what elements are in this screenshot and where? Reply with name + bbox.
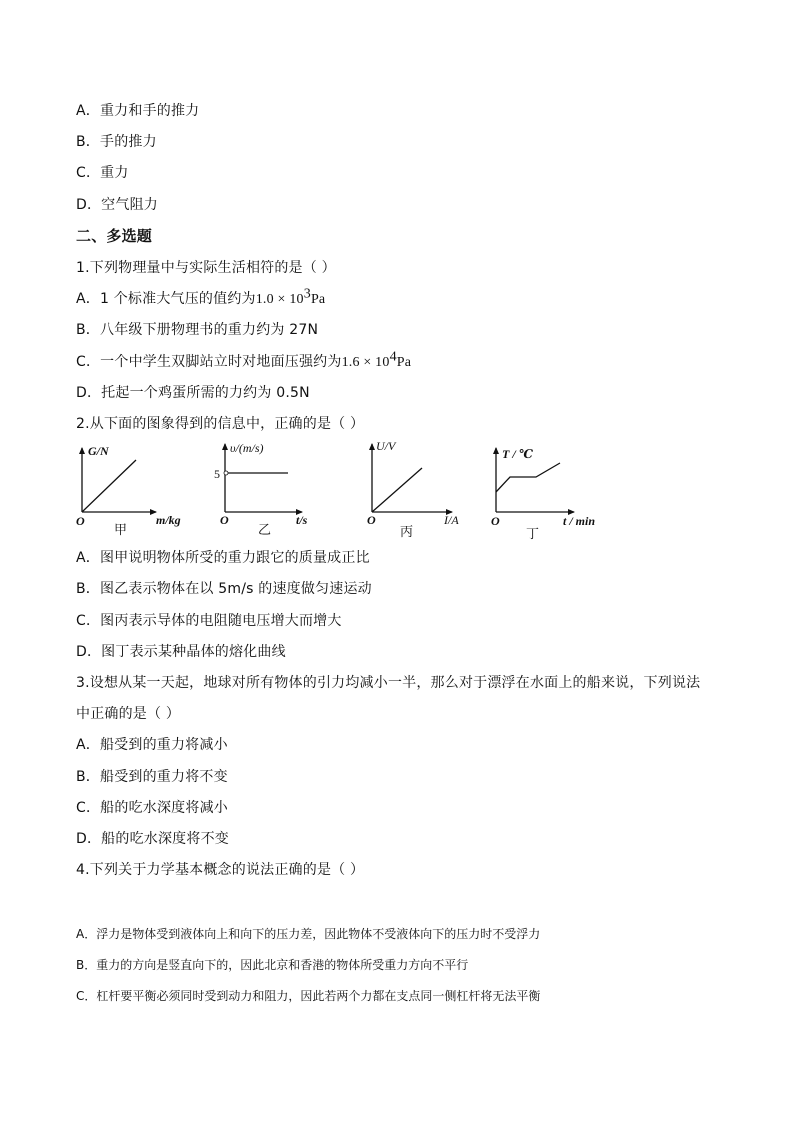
- graph-bing-x-label: I/A: [444, 513, 459, 527]
- q2-graphs: [70, 438, 630, 544]
- graph-yi-y-label: υ/(m/s): [230, 441, 264, 455]
- q2-stem: 2.从下面的图象得到的信息中，正确的是（ ）: [76, 416, 365, 432]
- q1-option-b: B．八年级下册物理书的重力约为 27N: [76, 322, 319, 338]
- q1-option-c: [76, 349, 412, 373]
- graph-ding-y-label: T / ℃: [502, 447, 534, 461]
- graph-yi-x-label: t/s: [296, 513, 308, 527]
- q1-a-prefix: A．1 个标准大气压的值约为: [76, 291, 256, 307]
- graph-ding-origin: O: [491, 514, 500, 528]
- q4-option-b: B．重力的方向是竖直向下的，因此北京和香港的物体所受重力方向不平行: [76, 958, 469, 972]
- q1-a-unit: Pa: [310, 292, 326, 307]
- graph-yi-origin: O: [220, 513, 229, 527]
- section-title: 二、多选题: [76, 227, 153, 245]
- graph-bing-origin: O: [367, 513, 376, 527]
- graph-jia-origin: O: [76, 514, 85, 528]
- graph-yi-tick-point: [224, 471, 228, 475]
- q2-option-b: B．图乙表示物体在以 5m/s 的速度做匀速运动: [76, 581, 372, 597]
- q1-stem: 1.下列物理量中与实际生活相符的是（ ）: [76, 260, 336, 276]
- q3-option-c: C．船的吃水深度将减小: [76, 800, 228, 816]
- q1-a-exponent: 3: [303, 286, 311, 302]
- graph-jia-x-label: m/kg: [156, 513, 181, 527]
- q1-a-formula: 1.0 × 10: [255, 292, 304, 307]
- q2-option-d: D．图丁表示某种晶体的熔化曲线: [76, 644, 286, 660]
- graph-jia-y-label: G/N: [88, 444, 109, 458]
- option-a-prev: A．重力和手的推力: [76, 103, 200, 119]
- graph-ding-x-label: t / min: [563, 514, 596, 528]
- graph-bing: [367, 439, 459, 540]
- q3-option-b: B．船受到的重力将不变: [76, 769, 228, 785]
- graph-ding: [491, 447, 595, 542]
- q3-stem-line2: 中正确的是（ ）: [76, 706, 181, 722]
- graph-ding-caption: 丁: [526, 527, 540, 542]
- q2-option-a: A．图甲说明物体所受的重力跟它的质量成正比: [76, 550, 370, 566]
- q4-option-a: A．浮力是物体受到液体向上和向下的压力差，因此物体不受液体向下的压力时不受浮力: [76, 927, 541, 941]
- q1-option-a: [76, 286, 326, 310]
- graph-bing-line: [372, 468, 422, 512]
- option-b-prev: B．手的推力: [76, 134, 157, 150]
- graph-yi-y-tick: 5: [214, 467, 220, 481]
- graph-bing-y-label: U/V: [376, 439, 396, 453]
- q3-stem-line1: 3.设想从某一天起，地球对所有物体的引力均减小一半，那么对于漂浮在水面上的船来说，下列说法: [76, 675, 701, 691]
- q1-option-d: D．托起一个鸡蛋所需的力约为 0.5N: [76, 385, 310, 401]
- graph-yi-caption: 乙: [258, 523, 272, 538]
- option-c-prev: C．重力: [76, 165, 129, 181]
- q2-graphs-svg: [70, 438, 630, 544]
- graph-jia-caption: 甲: [114, 523, 128, 538]
- q3-option-d: D．船的吃水深度将不变: [76, 831, 229, 847]
- q1-c-exponent: 4: [389, 349, 397, 365]
- q3-option-a: A．船受到的重力将减小: [76, 737, 228, 753]
- q4-option-c: C．杠杆要平衡必须同时受到动力和阻力，因此若两个力都在支点同一侧杠杆将无法平衡: [76, 989, 541, 1003]
- option-d-prev: D．空气阻力: [76, 197, 158, 213]
- q2-option-c: C．图丙表示导体的电阻随电压增大而增大: [76, 613, 342, 629]
- graph-jia: [76, 444, 181, 538]
- q4-stem: 4.下列关于力学基本概念的说法正确的是（ ）: [76, 862, 365, 878]
- q1-c-unit: Pa: [396, 355, 412, 370]
- graph-jia-line: [82, 460, 136, 512]
- graph-ding-line: [496, 463, 560, 492]
- graph-bing-caption: 丙: [400, 525, 414, 540]
- q1-c-prefix: C．一个中学生双脚站立时对地面压强约为: [76, 354, 342, 370]
- graph-yi: [214, 441, 308, 538]
- q1-c-formula: 1.6 × 10: [341, 355, 390, 370]
